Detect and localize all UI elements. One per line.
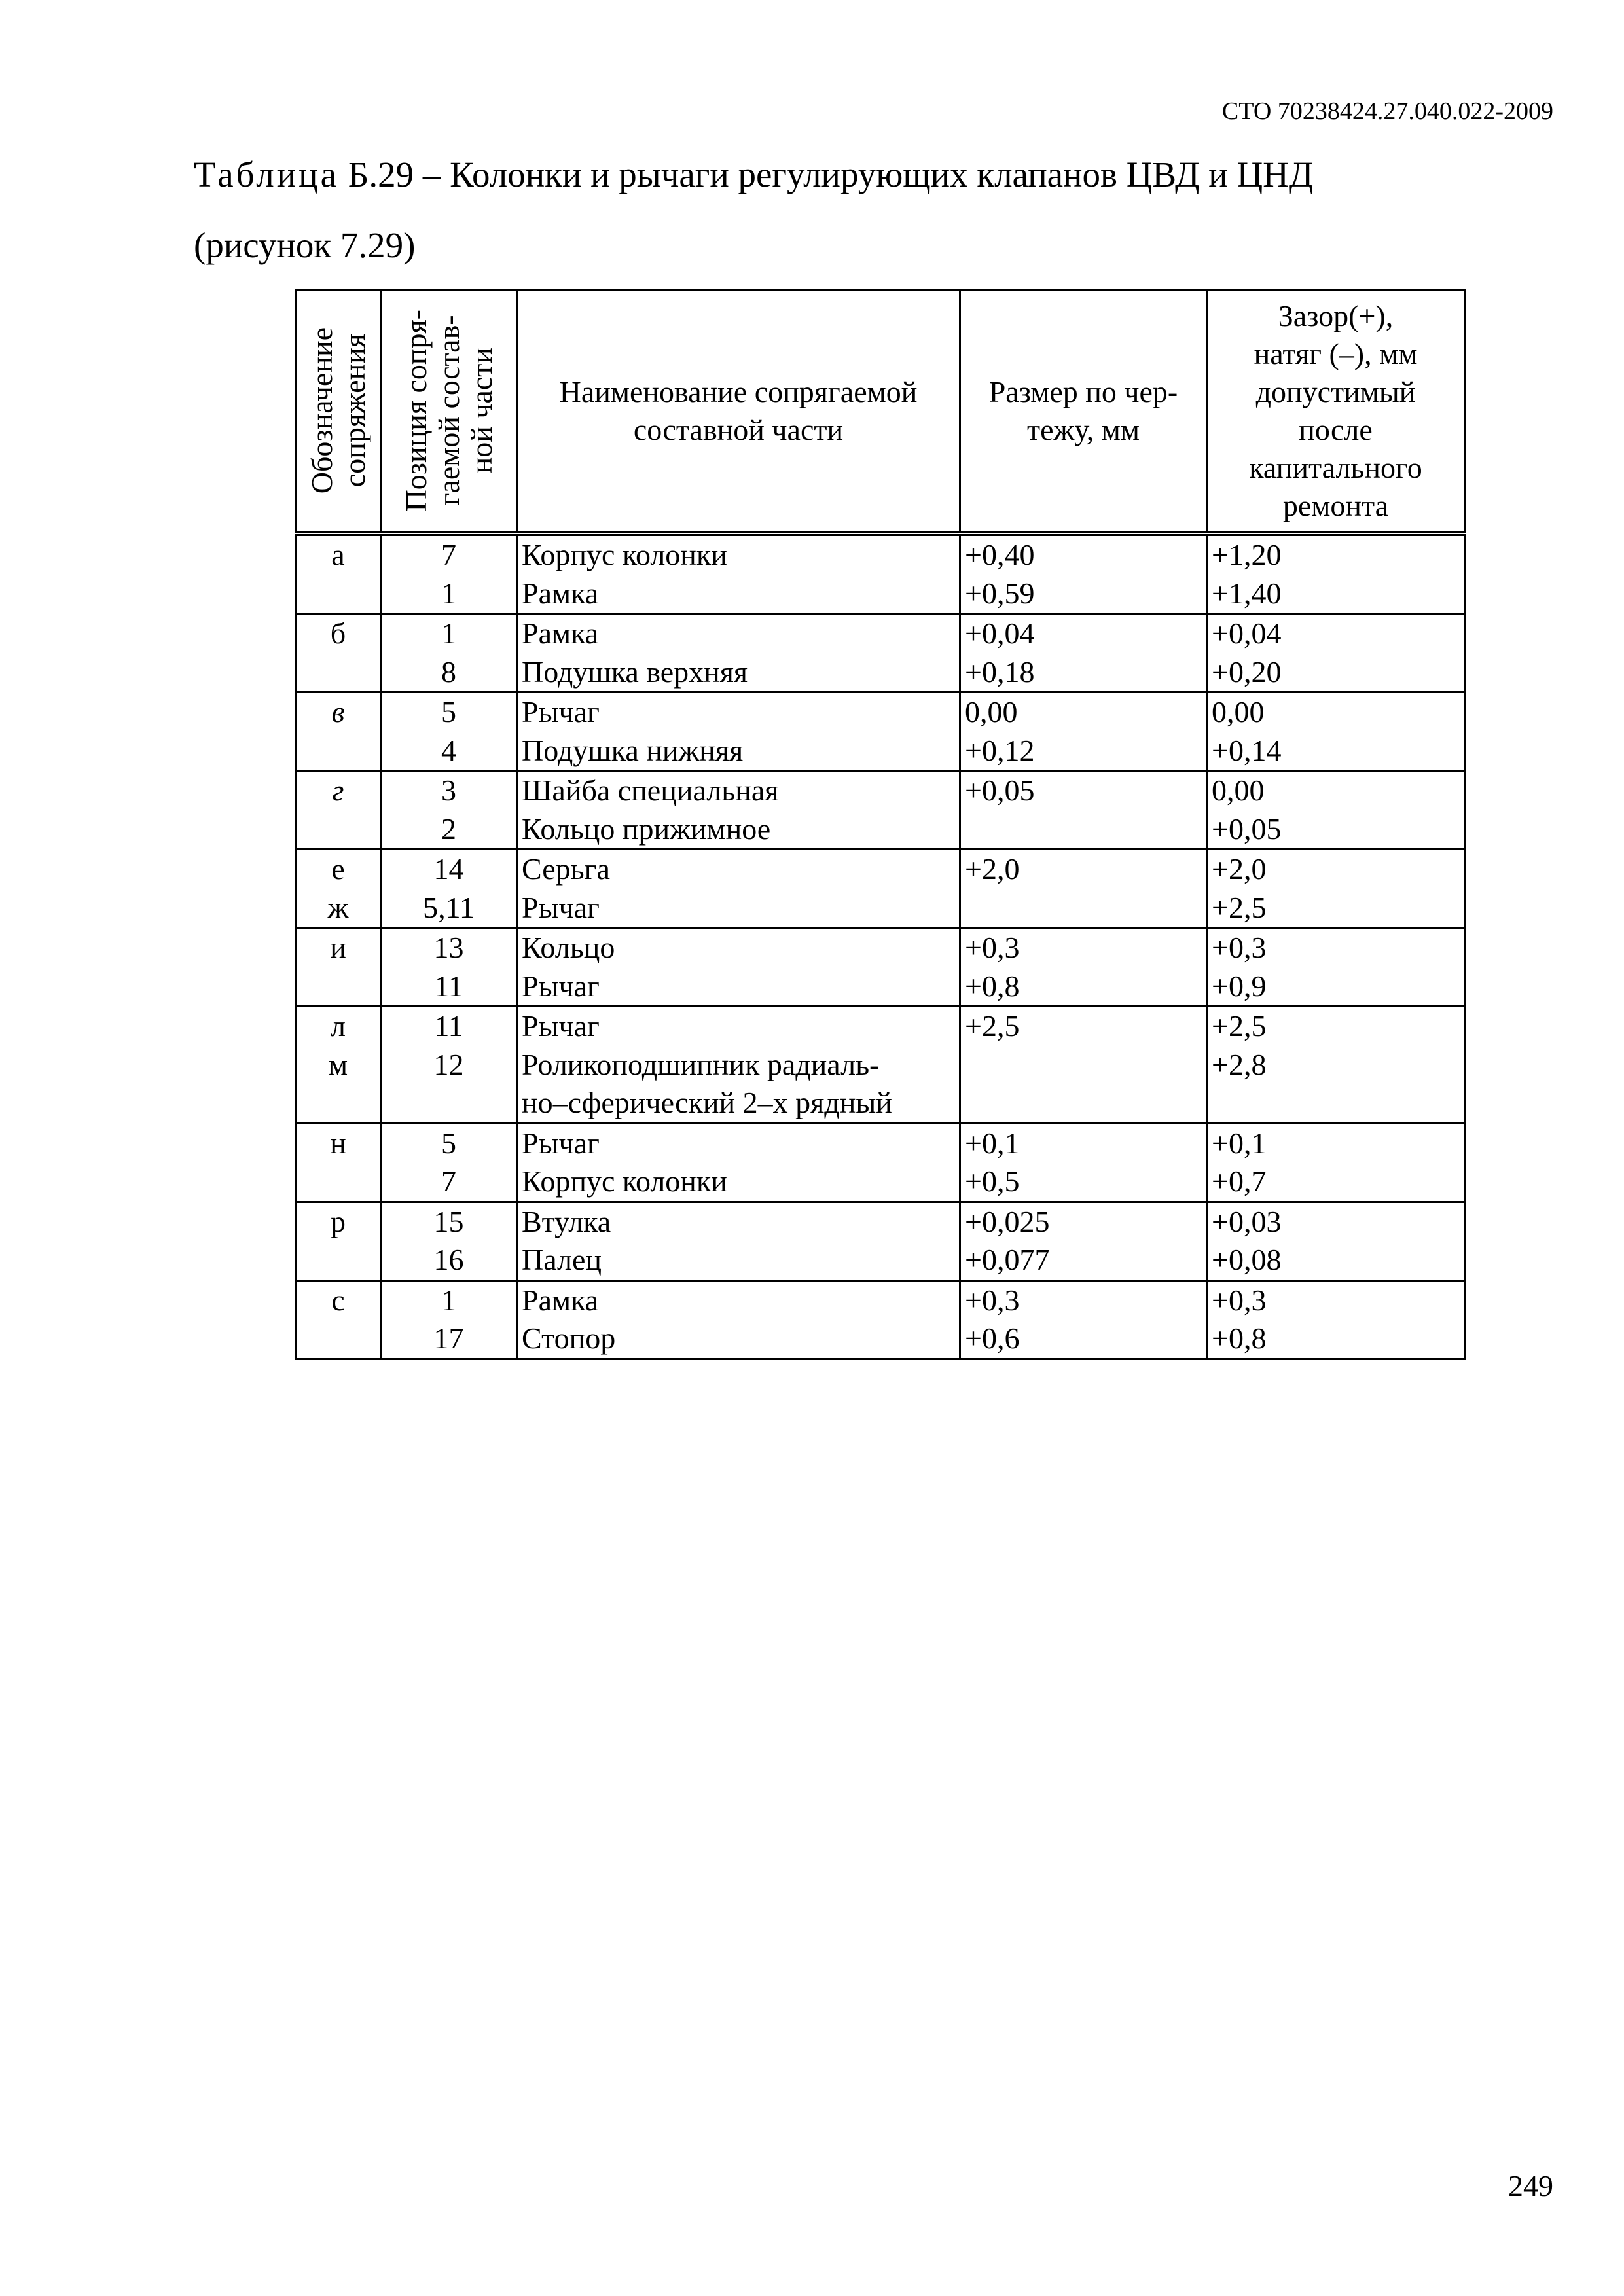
allowed-gap-cell <box>1207 850 1465 928</box>
caption-prefix: Таблица <box>194 154 339 194</box>
part-name-cell <box>517 1280 960 1359</box>
part-name-cell-line: Рычаг <box>522 890 600 924</box>
position-cell-line: 2 <box>441 812 456 846</box>
allowed-gap-cell-line: +2,5 <box>1212 1009 1267 1043</box>
table-row <box>296 1007 1465 1124</box>
designation-cell <box>296 1123 381 1202</box>
allowed-gap-cell-line: +0,3 <box>1212 931 1267 964</box>
mating-parts-table <box>295 289 1466 1360</box>
allowed-gap-cell-line: +1,40 <box>1212 576 1282 610</box>
document-code: СТО 70238424.27.040.022-2009 <box>1221 98 1553 125</box>
designation-cell-line: г <box>332 774 344 807</box>
designation-cell-line: с <box>331 1283 345 1317</box>
position-cell-line: 7 <box>441 538 456 571</box>
designation-cell-line: б <box>330 617 346 650</box>
part-name-cell-line: Кольцо <box>522 931 615 964</box>
drawing-size-cell-line: +0,18 <box>965 655 1035 689</box>
part-name-cell-line: Корпус колонки <box>522 1164 727 1198</box>
position-cell-line: 5 <box>441 1126 456 1160</box>
part-name-cell-line: Палец <box>522 1243 602 1276</box>
caption-title: Б.29 – Колонки и рычаги регулирующих клапанов ЦВД и ЦНД <box>338 154 1314 194</box>
drawing-size-cell-line: +0,025 <box>965 1204 1050 1238</box>
table-body <box>296 533 1465 1359</box>
drawing-size-cell-line: +2,0 <box>965 852 1020 886</box>
allowed-gap-cell-line: +0,20 <box>1212 655 1282 689</box>
allowed-gap-cell <box>1207 771 1465 850</box>
position-cell <box>381 1123 517 1202</box>
position-cell-line: 4 <box>441 733 456 767</box>
part-name-cell <box>517 771 960 850</box>
designation-cell <box>296 1202 381 1280</box>
allowed-gap-cell-line: +0,9 <box>1212 969 1267 1003</box>
position-cell-line: 7 <box>441 1164 456 1198</box>
part-name-cell-line: Подушка верхняя <box>522 655 748 689</box>
part-name-cell-line: Рамка <box>522 617 599 650</box>
part-name-cell <box>517 928 960 1007</box>
part-name-cell-line: Роликоподшипник радиаль- <box>522 1047 880 1081</box>
position-cell-line: 11 <box>434 1009 463 1043</box>
position-cell <box>381 850 517 928</box>
part-name-cell-line: Рычаг <box>522 1009 600 1043</box>
allowed-gap-cell-line: 0,00 <box>1212 774 1265 807</box>
position-cell-line: 1 <box>441 617 456 650</box>
position-cell <box>381 1280 517 1359</box>
allowed-gap-cell-line: +2,8 <box>1212 1047 1267 1081</box>
drawing-size-cell-line <box>965 889 1202 927</box>
header-position <box>381 290 517 534</box>
part-name-cell-line: Втулка <box>522 1204 611 1238</box>
part-name-cell-line: Рамка <box>522 1283 599 1317</box>
position-cell-line: 17 <box>433 1321 464 1355</box>
drawing-size-cell-line: +0,05 <box>965 774 1035 807</box>
position-cell <box>381 533 517 614</box>
drawing-size-cell <box>960 771 1207 850</box>
part-name-cell <box>517 850 960 928</box>
allowed-gap-cell <box>1207 533 1465 614</box>
part-name-cell-line: но–сферический 2–х рядный <box>522 1086 892 1119</box>
drawing-size-cell <box>960 928 1207 1007</box>
part-name-cell-line: Рамка <box>522 576 599 610</box>
drawing-size-cell-line: +0,3 <box>965 931 1020 964</box>
table-row <box>296 1123 1465 1202</box>
part-name-cell <box>517 614 960 692</box>
position-cell-line: 5,11 <box>423 890 475 924</box>
table-row <box>296 692 1465 771</box>
allowed-gap-cell-line: +0,1 <box>1212 1126 1267 1160</box>
drawing-size-cell-line: 0,00 <box>965 695 1018 728</box>
position-cell-line: 12 <box>433 1047 464 1081</box>
part-name-cell-line: Подушка нижняя <box>522 733 744 767</box>
header-gap: Зазор(+), натяг (–), мм допустимый после капитального ремонта <box>1207 290 1465 534</box>
position-cell-line: 1 <box>441 576 456 610</box>
part-name-cell <box>517 533 960 614</box>
designation-cell <box>296 533 381 614</box>
position-cell <box>381 1202 517 1280</box>
drawing-size-cell <box>960 614 1207 692</box>
position-cell-line: 14 <box>433 852 464 886</box>
position-cell-line: 5 <box>441 695 456 728</box>
allowed-gap-cell <box>1207 692 1465 771</box>
designation-cell-line: ж <box>327 890 349 924</box>
table-row <box>296 614 1465 692</box>
allowed-gap-cell <box>1207 1123 1465 1202</box>
drawing-size-cell-line <box>965 810 1202 849</box>
caption-figure-ref: (рисунок 7.29) <box>194 225 416 265</box>
allowed-gap-cell-line: +0,04 <box>1212 617 1282 650</box>
designation-cell-line: м <box>328 1047 348 1081</box>
table-header-row <box>296 290 1465 534</box>
table-row <box>296 1202 1465 1280</box>
drawing-size-cell-line: +0,1 <box>965 1126 1020 1160</box>
position-cell-line: 15 <box>433 1204 464 1238</box>
designation-cell-line: и <box>330 931 346 964</box>
allowed-gap-cell-line: +0,05 <box>1212 812 1282 846</box>
designation-cell-line: р <box>331 1204 346 1238</box>
drawing-size-cell <box>960 1280 1207 1359</box>
drawing-size-cell-line: +0,12 <box>965 733 1035 767</box>
allowed-gap-cell-line: +1,20 <box>1212 538 1282 571</box>
allowed-gap-cell-line: +0,7 <box>1212 1164 1267 1198</box>
drawing-size-cell <box>960 1202 1207 1280</box>
table-row <box>296 928 1465 1007</box>
designation-cell-line: а <box>331 538 345 571</box>
part-name-cell-line: Серьга <box>522 852 610 886</box>
drawing-size-cell-line: +2,5 <box>965 1009 1020 1043</box>
position-cell <box>381 928 517 1007</box>
table-row <box>296 850 1465 928</box>
allowed-gap-cell-line: +0,08 <box>1212 1243 1282 1276</box>
drawing-size-cell <box>960 850 1207 928</box>
page-number: 249 <box>1508 2169 1553 2202</box>
allowed-gap-cell-line: +2,0 <box>1212 852 1267 886</box>
position-cell-line: 13 <box>433 931 464 964</box>
position-cell <box>381 692 517 771</box>
drawing-size-cell <box>960 533 1207 614</box>
designation-cell-line: н <box>330 1126 346 1160</box>
part-name-cell-line: Стопор <box>522 1321 616 1355</box>
drawing-size-cell-line: +0,8 <box>965 969 1020 1003</box>
table-row <box>296 1280 1465 1359</box>
designation-cell-line: л <box>331 1009 346 1043</box>
header-designation <box>296 290 381 534</box>
drawing-size-cell <box>960 692 1207 771</box>
allowed-gap-cell-line: +0,14 <box>1212 733 1282 767</box>
header-designation-text: Обозначение сопряжения <box>304 327 371 494</box>
allowed-gap-cell-line: +0,3 <box>1212 1283 1267 1317</box>
position-cell <box>381 614 517 692</box>
header-size: Размер по чер- тежу, мм <box>960 290 1207 534</box>
position-cell <box>381 1007 517 1124</box>
part-name-cell-line: Рычаг <box>522 695 600 728</box>
designation-cell <box>296 771 381 850</box>
header-position-text: Позиция сопря- гаемой состав- ной части <box>399 310 498 512</box>
designation-cell-line: в <box>331 695 345 728</box>
part-name-cell-line: Рычаг <box>522 969 600 1003</box>
header-name: Наименование сопрягаемой составной части <box>517 290 960 534</box>
part-name-cell-line: Корпус колонки <box>522 538 727 571</box>
designation-cell <box>296 1280 381 1359</box>
allowed-gap-cell-line: +2,5 <box>1212 890 1267 924</box>
position-cell <box>381 771 517 850</box>
allowed-gap-cell <box>1207 928 1465 1007</box>
designation-cell-line: е <box>331 852 345 886</box>
part-name-cell <box>517 1123 960 1202</box>
part-name-cell <box>517 1007 960 1124</box>
designation-cell <box>296 850 381 928</box>
drawing-size-cell <box>960 1007 1207 1124</box>
position-cell-line: 1 <box>441 1283 456 1317</box>
drawing-size-cell-line: +0,3 <box>965 1283 1020 1317</box>
allowed-gap-cell-line: +0,03 <box>1212 1204 1282 1238</box>
position-cell-line: 11 <box>434 969 463 1003</box>
part-name-cell <box>517 692 960 771</box>
position-cell-line: 8 <box>441 655 456 689</box>
part-name-cell-line: Кольцо прижимное <box>522 812 771 846</box>
part-name-cell-line: Рычаг <box>522 1126 600 1160</box>
designation-cell <box>296 614 381 692</box>
allowed-gap-cell <box>1207 614 1465 692</box>
designation-cell <box>296 928 381 1007</box>
designation-cell <box>296 1007 381 1124</box>
drawing-size-cell-line: +0,40 <box>965 538 1035 571</box>
allowed-gap-cell-line: +0,8 <box>1212 1321 1267 1355</box>
drawing-size-cell <box>960 1123 1207 1202</box>
drawing-size-cell-line: +0,59 <box>965 576 1035 610</box>
allowed-gap-cell <box>1207 1202 1465 1280</box>
drawing-size-cell-line <box>965 1046 1202 1085</box>
designation-cell <box>296 692 381 771</box>
allowed-gap-cell <box>1207 1007 1465 1124</box>
table-row <box>296 533 1465 614</box>
allowed-gap-cell <box>1207 1280 1465 1359</box>
drawing-size-cell-line: +0,6 <box>965 1321 1020 1355</box>
position-cell-line: 3 <box>441 774 456 807</box>
drawing-size-cell-line: +0,04 <box>965 617 1035 650</box>
part-name-cell-line: Шайба специальная <box>522 774 779 807</box>
position-cell-line: 16 <box>433 1243 464 1276</box>
allowed-gap-cell-line: 0,00 <box>1212 695 1265 728</box>
table-row <box>296 771 1465 850</box>
table-caption <box>194 153 1313 196</box>
drawing-size-cell-line: +0,5 <box>965 1164 1020 1198</box>
drawing-size-cell-line: +0,077 <box>965 1243 1050 1276</box>
part-name-cell <box>517 1202 960 1280</box>
